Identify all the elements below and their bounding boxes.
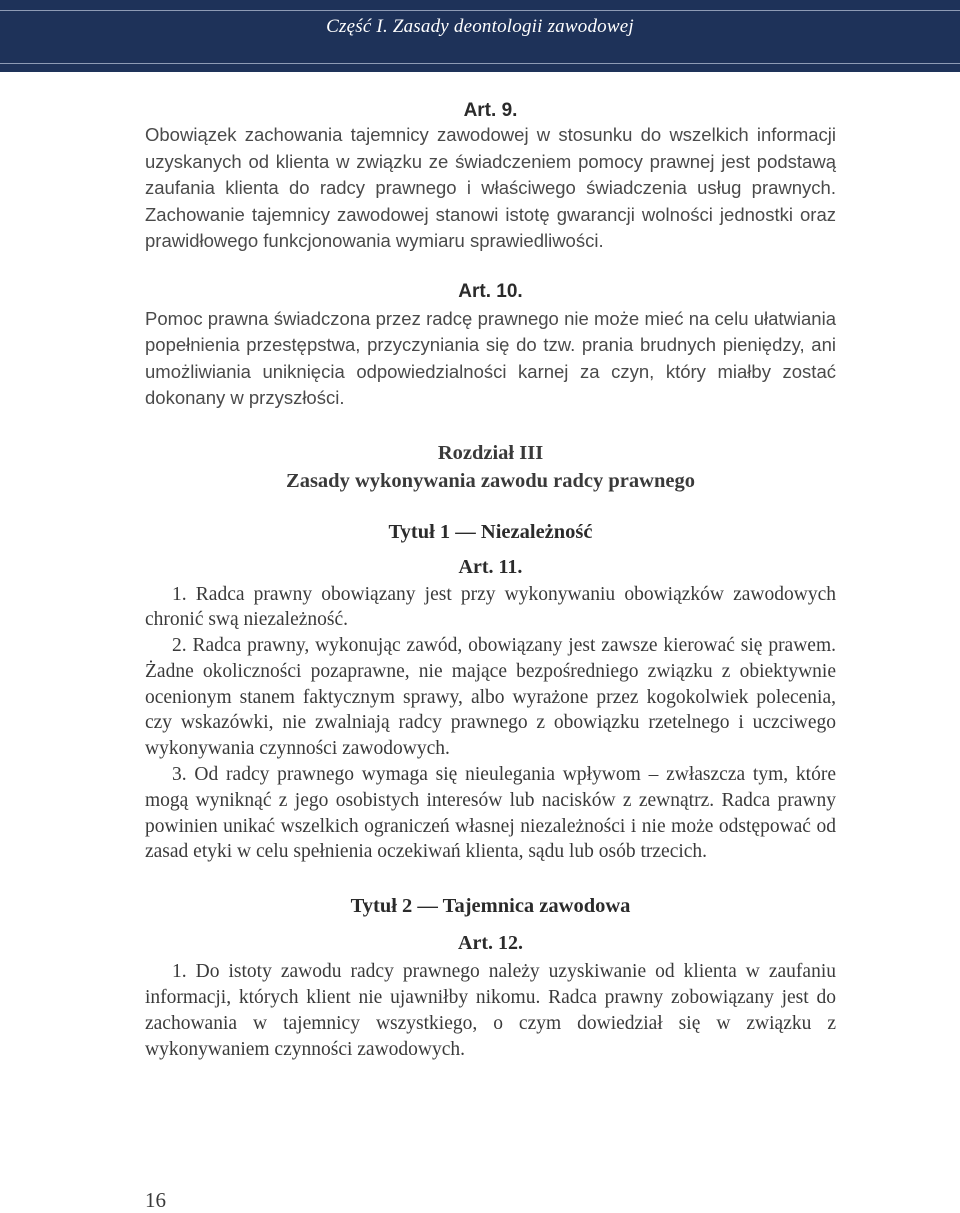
header-title: Część I. Zasady deontologii zawodowej bbox=[326, 16, 634, 37]
art-10-heading: Art. 10. bbox=[458, 280, 523, 302]
chapter-title: Zasady wykonywania zawodu radcy prawnego bbox=[286, 469, 695, 492]
art-11-heading: Art. 11. bbox=[458, 555, 523, 578]
running-header bbox=[0, 0, 960, 72]
art-9-heading: Art. 9. bbox=[463, 100, 518, 121]
title-1-heading: Tytuł 1 — Niezależność bbox=[388, 520, 593, 543]
art-9-text: Obowiązek zachowania tajemnicy zawodowej w stosunku do wszelkich informacji uzyskanych od klienta w związku ze świadczeniem pomocy prawnej jest podstawą zaufania klienta do radcy prawnego i właściwego świadczenia usług prawnych. Zachowanie tajemnicy zawodowej stanowi istotę gwarancji wolności jednostki oraz prawidłowego funkcjonowania wymiaru sprawiedliwości. bbox=[145, 124, 836, 251]
art-11-paragraph-3: 3. Od radcy prawnego wymaga się nieulegania wpływom – zwłaszcza tym, które mogą wyniknąć z jego osobistych interesów lub nacisków z zewnątrz. Radca prawny powinien unikać wszelkich ograniczeń własnej niezależności i nie może odstępować od zasad etyki w celu spełnienia oczekiwań klienta, sądu lub osób trzecich. bbox=[145, 764, 836, 863]
art-10-text: Pomoc prawna świadczona przez radcę prawnego nie może mieć na celu ułatwiania popełnienia przestępstwa, przyczyniania się do tzw. prania brudnych pieniędzy, ani umożliwiania uniknięcia odpowiedzialności karnej za czyn, który miałby zostać dokonany w przyszłości. bbox=[145, 307, 836, 408]
art-12-heading: Art. 12. bbox=[458, 932, 523, 955]
art-11-paragraph-1: 1. Radca prawny obowiązany jest przy wykonywaniu obowiązków zawodowych chronić swą niezależność. bbox=[145, 583, 836, 631]
title-2-heading: Tytuł 2 — Tajemnica zawodowa bbox=[350, 895, 631, 918]
chapter-number: Rozdział III bbox=[437, 441, 544, 464]
art-12-paragraph-1: 1. Do istoty zawodu radcy prawnego należy uzyskiwanie od klienta w zaufaniu informacji, których klient nie ujawniłby nikomu. Radca prawny zobowiązany jest do zachowania w tajemnicy wszystkiego, o czym dowiedział się w związku z wykonywaniem czynności zawodowych. bbox=[145, 961, 836, 1060]
art-11-paragraph-2: 2. Radca prawny, wykonując zawód, obowiązany jest zawsze kierować się prawem. Żadne okoliczności pozaprawne, nie mające bezpośredniego związku z obiektywnie ocenionym stanem faktycznym sprawy, albo wyrażone przez kogokolwiek polecenia, czy wskazówki, nie zwalniają radcy prawnego z obowiązku rzetelnego i uczciwego wykonywania czynności zawodowych. bbox=[145, 635, 836, 760]
page-number: 16 bbox=[145, 1188, 166, 1212]
page-body bbox=[145, 100, 836, 1062]
